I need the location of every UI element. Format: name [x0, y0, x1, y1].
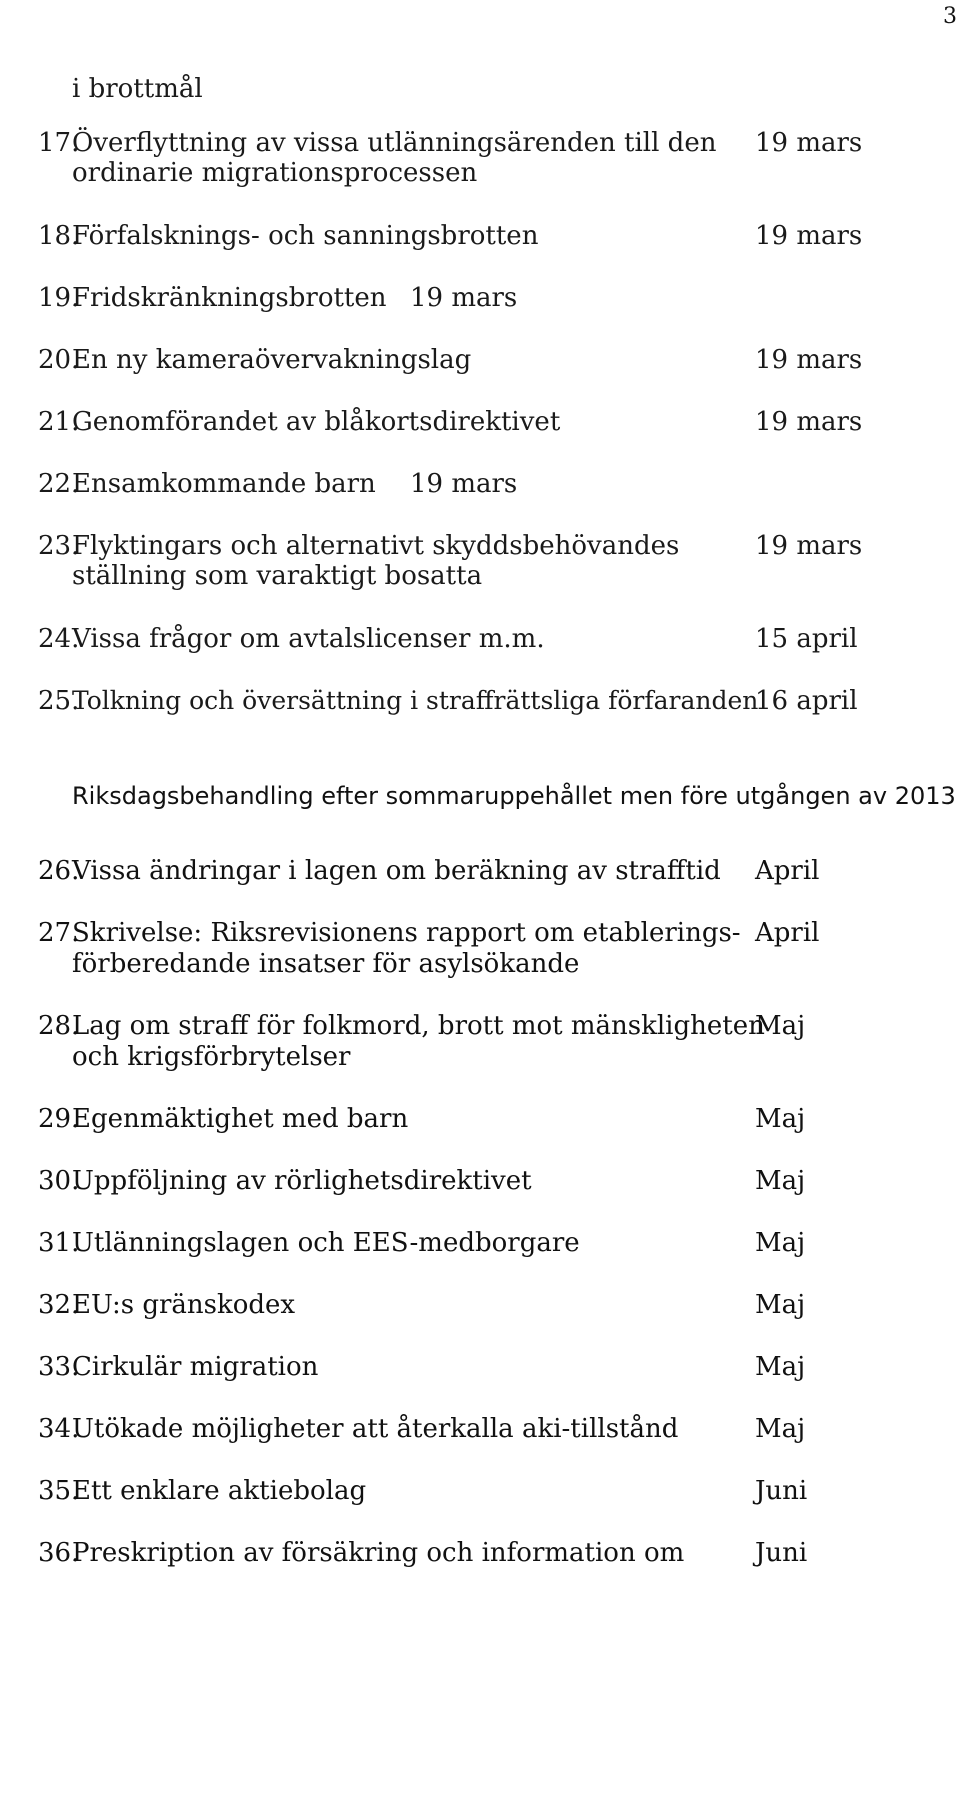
- item-date: 15 april: [755, 624, 858, 654]
- intro-line: i brottmål: [72, 74, 203, 104]
- item-title: Utökade möjligheter att återkalla aki-tillstånd: [72, 1414, 679, 1444]
- item-title: Genomförandet av blåkortsdirektivet: [72, 407, 561, 437]
- item-date: 19 mars: [755, 128, 863, 158]
- item-date: Maj: [755, 1352, 806, 1382]
- item-date: Juni: [755, 1476, 808, 1506]
- item-date: 19 mars: [755, 407, 863, 437]
- item-date: Maj: [755, 1290, 806, 1320]
- item-title: Tolkning och översättning i straffrättsliga förfaranden: [72, 686, 759, 715]
- item-number: 19.: [38, 283, 80, 313]
- item-title: Skrivelse: Riksrevisionens rapport om etablerings-: [72, 918, 741, 948]
- item-date: Maj: [755, 1166, 806, 1196]
- item-title: Förfalsknings- och sanningsbrotten: [72, 221, 539, 251]
- item-number: 26.: [38, 856, 80, 886]
- item-date: April: [755, 918, 820, 948]
- item-title: Lag om straff för folkmord, brott mot mänskligheten: [72, 1011, 765, 1041]
- item-title-continued: förberedande insatser för asylsökande: [72, 949, 580, 979]
- item-date: Juni: [755, 1538, 808, 1568]
- item-title: Utlänningslagen och EES-medborgare: [72, 1228, 580, 1258]
- item-title: Vissa frågor om avtalslicenser m.m.: [72, 624, 545, 654]
- item-date: 16 april: [755, 686, 858, 716]
- item-number: 30.: [38, 1166, 80, 1196]
- item-number: 23.: [38, 531, 80, 561]
- item-title: Uppföljning av rörlighetsdirektivet: [72, 1166, 532, 1196]
- item-number: 18.: [38, 221, 80, 251]
- item-title: Fridskränkningsbrotten: [72, 283, 387, 313]
- item-number: 31.: [38, 1228, 80, 1258]
- item-title: EU:s gränskodex: [72, 1290, 296, 1320]
- section-heading: Riksdagsbehandling efter sommaruppehållet men före utgången av 2013: [72, 782, 956, 810]
- item-date: April: [755, 856, 820, 886]
- item-date: 19 mars: [755, 221, 863, 251]
- page-number: 3: [943, 4, 957, 29]
- item-number: 27.: [38, 918, 80, 948]
- item-date: Maj: [755, 1104, 806, 1134]
- item-title: En ny kameraövervakningslag: [72, 345, 472, 375]
- item-number: 34.: [38, 1414, 80, 1444]
- item-number: 36.: [38, 1538, 80, 1568]
- item-date: Maj: [755, 1228, 806, 1258]
- item-number: 32.: [38, 1290, 80, 1320]
- item-number: 33.: [38, 1352, 80, 1382]
- item-date: 19 mars: [410, 469, 518, 499]
- item-title: Egenmäktighet med barn: [72, 1104, 409, 1134]
- item-title-continued: och krigsförbrytelser: [72, 1042, 351, 1072]
- item-title: Cirkulär migration: [72, 1352, 319, 1382]
- item-title-continued: ordinarie migrationsprocessen: [72, 158, 478, 188]
- item-number: 35.: [38, 1476, 80, 1506]
- item-date: 19 mars: [410, 283, 518, 313]
- item-date: Maj: [755, 1414, 806, 1444]
- item-number: 25.: [38, 686, 80, 716]
- item-title: Flyktingars och alternativt skyddsbehövandes: [72, 531, 680, 561]
- item-number: 20.: [38, 345, 80, 375]
- item-number: 17.: [38, 128, 80, 158]
- item-title: Vissa ändringar i lagen om beräkning av strafftid: [72, 856, 721, 886]
- item-date: 19 mars: [755, 345, 863, 375]
- item-number: 24.: [38, 624, 80, 654]
- item-title: Ensamkommande barn: [72, 469, 376, 499]
- item-title-continued: ställning som varaktigt bosatta: [72, 561, 483, 591]
- item-number: 28.: [38, 1011, 80, 1041]
- item-number: 22.: [38, 469, 80, 499]
- item-title: Ett enklare aktiebolag: [72, 1476, 367, 1506]
- item-date: Maj: [755, 1011, 806, 1041]
- item-title: Preskription av försäkring och information om: [72, 1538, 685, 1568]
- item-number: 21.: [38, 407, 80, 437]
- item-number: 29.: [38, 1104, 80, 1134]
- item-title: Överflyttning av vissa utlänningsärenden till den: [72, 128, 717, 158]
- item-date: 19 mars: [755, 531, 863, 561]
